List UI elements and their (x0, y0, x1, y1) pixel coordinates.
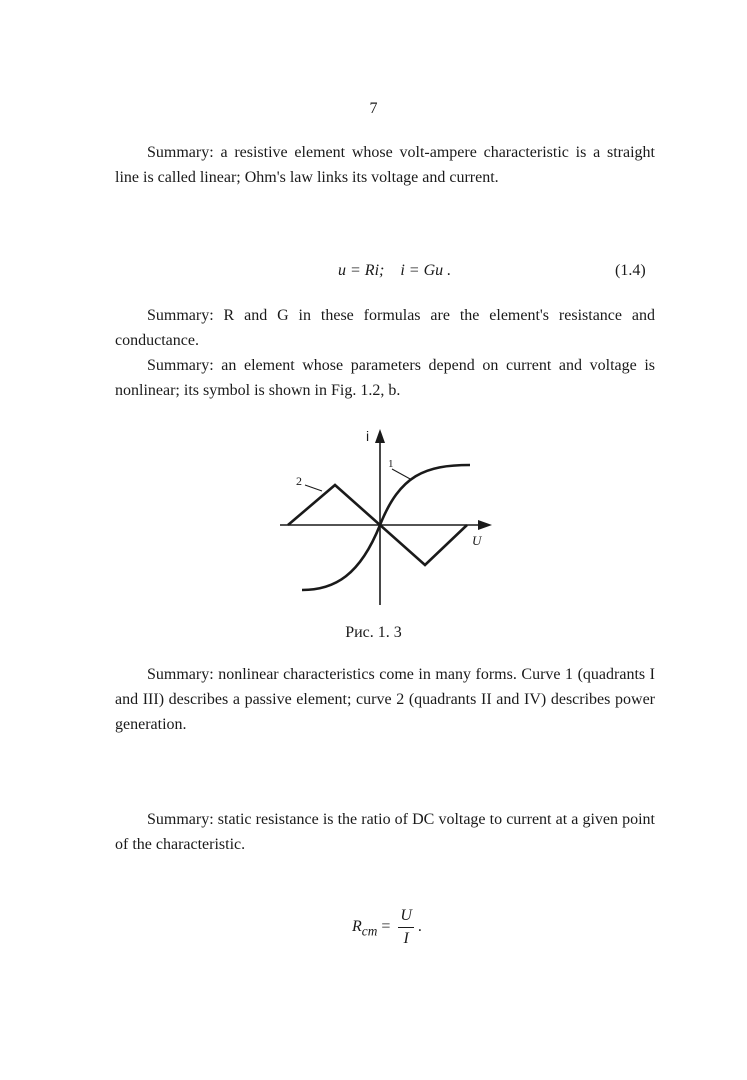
curve-1-label: 1 (388, 458, 394, 470)
paragraph-nonlinear-characteristics: Summary: nonlinear characteristics come in many forms. Curve 1 (quadrants I and III) describes a passive element; curve 2 (quadrants II and IV) describes power generation. (115, 666, 655, 733)
ohms-law-formula (338, 258, 451, 283)
formula-i-gu: i = Gu . (400, 262, 452, 279)
curve-2-leader (305, 485, 322, 491)
curve-1-leader (392, 469, 412, 480)
paragraph-linear-element: Summary: a resistive element whose volt-ampere characteristic is a straight line is called linear; Ohm's law links its voltage and current. (115, 144, 655, 186)
vax-figure (280, 425, 495, 610)
i-axis-label: i (366, 428, 370, 444)
formula-denominator: I (403, 930, 409, 947)
u-axis-arrow-icon (478, 520, 492, 530)
paragraph-nonlinear-element: Summary: an element whose parameters depend on current and voltage is nonlinear; its symbol is shown in Fig. 1.2, b. (115, 357, 655, 399)
curve-2-label: 2 (296, 474, 302, 488)
static-resistance-formula (352, 905, 422, 950)
u-axis-label: U (472, 533, 482, 548)
formula-period: . (417, 918, 422, 936)
i-axis-arrow-icon (375, 429, 385, 443)
formula-numerator: U (398, 905, 414, 928)
formula-r-symbol: R (352, 918, 362, 936)
page-number: 7 (369, 100, 378, 117)
formula-u-ri: u = Ri; (338, 262, 385, 279)
curve-1 (302, 465, 470, 590)
equation-number: (1.4) (615, 262, 646, 279)
paragraph-static-resistance: Summary: static resistance is the ratio of DC voltage to current at a given point of the characteristic. (115, 811, 655, 853)
figure-caption: Рис. 1. 3 (345, 624, 402, 641)
formula-fraction (398, 905, 414, 950)
formula-equals: = (381, 918, 391, 936)
paragraph-coefficients: Summary: R and G in these formulas are the element's resistance and conductance. (115, 307, 655, 349)
formula-r-subscript: ст (361, 923, 378, 939)
vax-plot (280, 425, 495, 610)
